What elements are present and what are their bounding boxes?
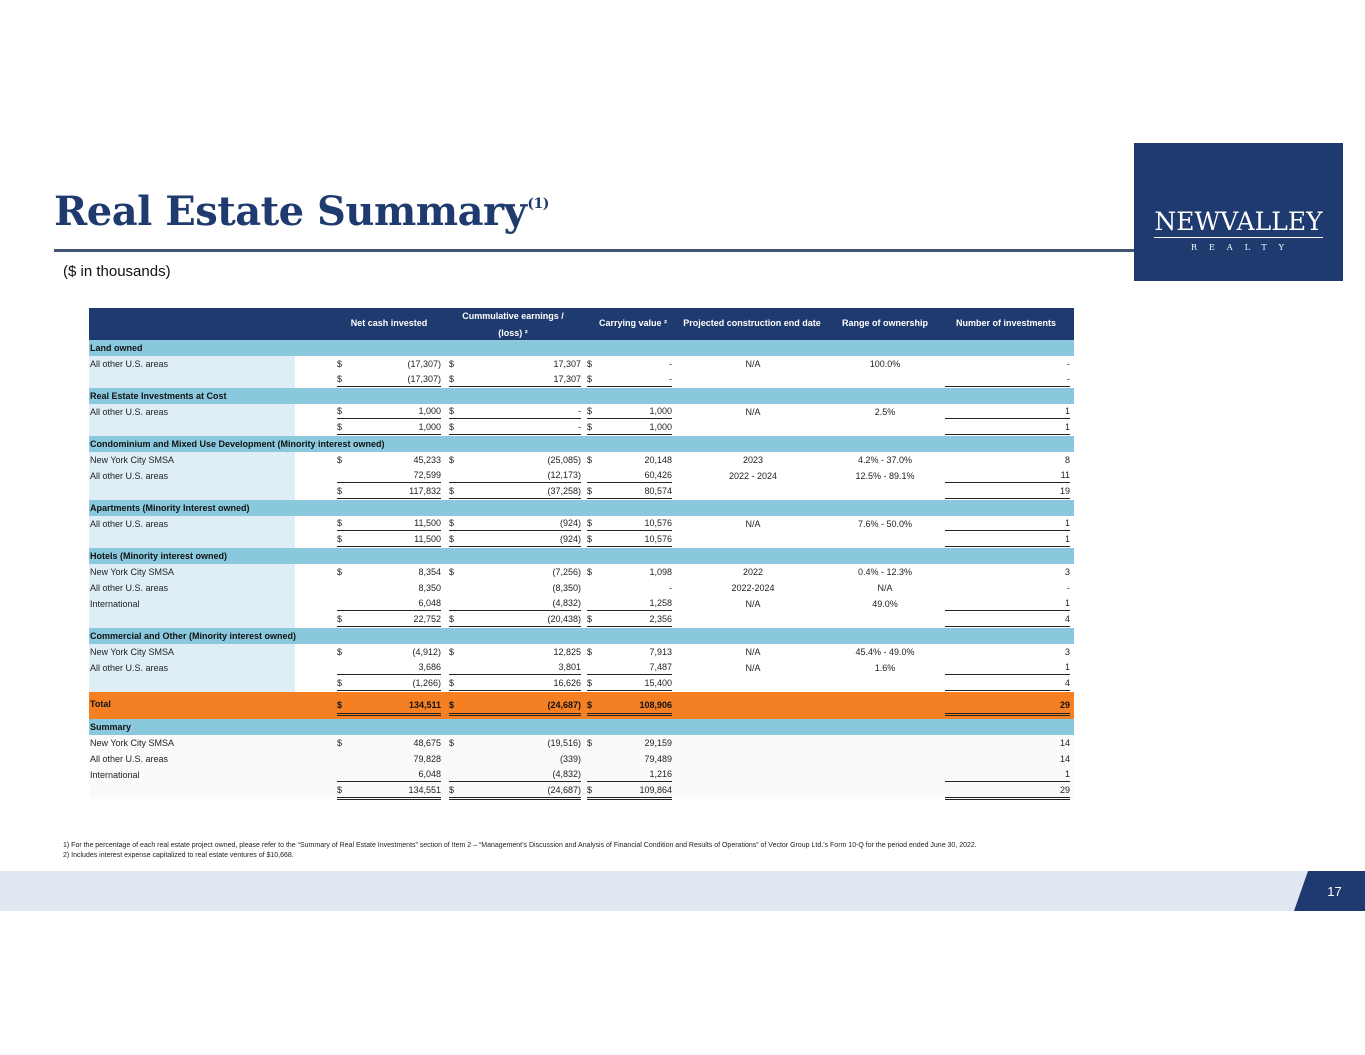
currency-symbol: $ — [449, 567, 455, 577]
carry-cell — [587, 660, 672, 675]
cum-value: (37,258) — [547, 486, 581, 496]
net-value: 72,599 — [413, 470, 441, 480]
net-cell — [337, 452, 441, 466]
cum-cell — [449, 356, 581, 370]
cum-cell — [449, 484, 581, 501]
net-cell — [337, 516, 441, 531]
footnote-2: 2) Includes interest expense capitalized to real estate ventures of $10,668. — [63, 852, 294, 859]
cum-cell — [449, 596, 581, 611]
investment-count: 11 — [945, 468, 1070, 483]
currency-symbol: $ — [337, 567, 343, 577]
row-label — [89, 612, 295, 628]
net-cell — [337, 612, 441, 629]
cum-value: (24,687) — [547, 785, 581, 795]
cum-cell — [449, 735, 581, 749]
net-cell — [337, 356, 441, 370]
ownership-range: 100.0% — [869, 359, 901, 369]
carry-value: 10,576 — [644, 518, 672, 528]
cum-cell — [449, 783, 581, 800]
net-cell — [337, 698, 441, 716]
currency-symbol: $ — [337, 534, 343, 544]
carry-value: 109,864 — [639, 785, 672, 795]
carry-cell — [587, 516, 672, 531]
net-cell — [337, 532, 441, 549]
investment-count: - — [945, 372, 1070, 389]
row-label: New York City SMSA — [90, 738, 175, 748]
currency-symbol: $ — [449, 406, 455, 416]
carry-value: 29,159 — [644, 738, 672, 748]
table-row — [89, 452, 1074, 468]
footnote-1: 1) For the percentage of each real estate project owned, please refer to the “Summary of Real Estate Investments” section of Item 2 – “Management’s Discussion and Analysis of Financial Condition and Results of Operations” of Vector Group Ltd.’s Form 10-Q for the period ended June 30, 2022. — [63, 842, 977, 849]
ownership-range: 4.2% - 37.0% — [857, 455, 913, 465]
cum-cell — [449, 767, 581, 782]
carry-cell — [587, 751, 672, 765]
section-commercial: Commercial and Other (Minority interest owned) — [89, 628, 1074, 644]
currency-symbol: $ — [337, 614, 343, 624]
net-value: 1,000 — [418, 406, 441, 416]
carry-value: 1,000 — [649, 422, 672, 432]
carry-value: - — [669, 359, 672, 369]
total-row — [89, 692, 1074, 719]
section-land-owned: Land owned — [89, 340, 1074, 356]
net-value: 22,752 — [413, 614, 441, 624]
carry-cell — [587, 484, 672, 501]
investment-count: - — [1067, 583, 1070, 593]
carry-value: 1,000 — [649, 406, 672, 416]
currency-symbol: $ — [449, 455, 455, 465]
net-cell — [337, 596, 441, 611]
net-cell — [337, 644, 441, 658]
carry-cell — [587, 452, 672, 466]
currency-symbol: $ — [337, 455, 343, 465]
carry-cell — [587, 356, 672, 370]
net-cell — [337, 564, 441, 578]
table-row — [89, 735, 1074, 751]
net-value: 11,500 — [414, 518, 441, 528]
currency-symbol: $ — [587, 647, 593, 657]
currency-symbol: $ — [587, 359, 593, 369]
row-label — [89, 783, 295, 799]
row-label: All other U.S. areas — [89, 516, 295, 532]
cum-value: (7,256) — [552, 567, 581, 577]
table-row — [89, 644, 1074, 660]
currency-symbol: $ — [449, 534, 455, 544]
net-cell — [337, 372, 441, 389]
section-real-estate-investments-at-cost: Real Estate Investments at Cost — [89, 388, 1074, 404]
net-cell — [337, 783, 441, 800]
row-label: Total — [90, 699, 111, 709]
net-value: 6,048 — [418, 769, 441, 779]
table-row — [89, 484, 1074, 500]
net-value: 3,686 — [418, 662, 441, 672]
currency-symbol: $ — [337, 647, 343, 657]
cum-cell — [449, 516, 581, 531]
investment-count: - — [1067, 359, 1070, 369]
page-number: 17 — [1327, 884, 1342, 899]
investment-count: 8 — [1064, 455, 1070, 465]
cum-value: (4,832) — [552, 769, 581, 779]
net-value: (17,307) — [407, 359, 441, 369]
currency-symbol: $ — [587, 406, 593, 416]
ownership-range: 2.5% — [874, 407, 896, 417]
table-row — [89, 372, 1074, 388]
table-row — [89, 751, 1074, 767]
cum-value: (12,173) — [547, 470, 581, 480]
currency-symbol: $ — [449, 422, 455, 432]
currency-symbol: $ — [587, 738, 593, 748]
currency-symbol: $ — [587, 700, 593, 710]
currency-symbol: $ — [337, 678, 343, 688]
cum-value: 17,307 — [553, 374, 581, 384]
net-value: 8,354 — [418, 567, 441, 577]
carry-cell — [587, 372, 672, 389]
net-value: 1,000 — [418, 422, 441, 432]
investment-count: 1 — [945, 404, 1070, 419]
currency-symbol: $ — [337, 406, 343, 416]
table-row — [89, 532, 1074, 548]
projected-end-date: 2022 - 2024 — [728, 471, 778, 481]
carry-value: 20,148 — [644, 455, 672, 465]
ownership-range: 1.6% — [874, 663, 896, 673]
cum-value: (4,832) — [552, 598, 581, 608]
footnotes — [63, 841, 977, 861]
net-cell — [337, 580, 441, 594]
cum-cell — [449, 660, 581, 675]
carry-cell — [587, 783, 672, 800]
table-row — [89, 564, 1074, 580]
cum-value: (25,085) — [547, 455, 581, 465]
row-label: All other U.S. areas — [90, 754, 169, 764]
page-title: Real Estate Summary$^{(1)}$ — [54, 188, 549, 235]
table-row — [89, 356, 1074, 372]
table-row — [89, 676, 1074, 692]
carry-cell — [587, 564, 672, 578]
net-cell — [337, 660, 441, 675]
carry-cell — [587, 735, 672, 749]
cum-cell — [449, 372, 581, 389]
cum-cell — [449, 532, 581, 549]
ownership-range: N/A — [877, 583, 893, 593]
carry-value: 60,426 — [644, 470, 672, 480]
cum-cell — [449, 420, 581, 437]
cum-value: 17,307 — [553, 359, 581, 369]
currency-symbol: $ — [587, 455, 593, 465]
new-valley-logo: NEWVALLEY REALTY — [1134, 143, 1343, 281]
carry-cell — [587, 468, 672, 483]
cum-value: 12,825 — [553, 647, 581, 657]
projected-end-date: N/A — [745, 663, 761, 673]
currency-symbol: $ — [337, 700, 343, 710]
net-value: 134,551 — [408, 785, 441, 795]
investment-count: 14 — [1059, 738, 1070, 748]
currency-symbol: $ — [587, 678, 593, 688]
investment-count: 4 — [945, 676, 1070, 693]
investment-count: 4 — [945, 612, 1070, 629]
carry-cell — [587, 596, 672, 611]
row-label — [89, 484, 295, 500]
investment-count: 14 — [1059, 754, 1070, 764]
carry-value: 7,913 — [649, 647, 672, 657]
currency-symbol: $ — [449, 359, 455, 369]
projected-end-date: N/A — [745, 359, 761, 369]
row-label: All other U.S. areas — [89, 468, 295, 484]
carry-value: 7,487 — [649, 662, 672, 672]
row-label — [89, 532, 295, 548]
title-divider — [54, 249, 1134, 252]
carry-cell — [587, 612, 672, 629]
net-cell — [337, 484, 441, 501]
carry-value: 15,400 — [644, 678, 672, 688]
table-row — [89, 612, 1074, 628]
cum-cell — [449, 612, 581, 629]
projected-end-date: N/A — [745, 407, 761, 417]
currency-symbol: $ — [449, 518, 455, 528]
currency-symbol: $ — [449, 486, 455, 496]
investment-count: 1 — [945, 516, 1070, 531]
projected-end-date: 2022-2024 — [731, 583, 775, 593]
row-label — [89, 372, 295, 388]
units-note: ($ in thousands) — [63, 263, 171, 280]
cum-value: - — [578, 422, 581, 432]
table-row — [89, 783, 1074, 799]
carry-cell — [587, 767, 672, 782]
carry-value: - — [669, 374, 672, 384]
currency-symbol: $ — [337, 359, 343, 369]
table-row — [89, 580, 1074, 596]
row-label: All other U.S. areas — [89, 356, 295, 372]
currency-symbol: $ — [449, 738, 455, 748]
row-label: International — [90, 770, 140, 780]
net-cell — [337, 404, 441, 419]
currency-symbol: $ — [337, 374, 343, 384]
investment-count: 1 — [945, 596, 1070, 611]
row-label: All other U.S. areas — [89, 404, 295, 420]
row-label: New York City SMSA — [89, 452, 295, 468]
currency-symbol: $ — [587, 374, 593, 384]
carry-cell — [587, 420, 672, 437]
cum-cell — [449, 698, 581, 716]
carry-value: 1,098 — [649, 567, 672, 577]
carry-cell — [587, 404, 672, 419]
net-value: 6,048 — [418, 598, 441, 608]
cum-cell — [449, 644, 581, 658]
ownership-range: 12.5% - 89.1% — [855, 471, 915, 481]
table-header: Net cash invested Cummulative earnings / (loss) ² Carrying value ² Projected construction end date Range of ownership Number of investments — [89, 308, 1074, 340]
cum-value: 3,801 — [558, 662, 581, 672]
ownership-range: 7.6% - 50.0% — [857, 519, 913, 529]
cum-value: (339) — [559, 754, 581, 764]
cum-cell — [449, 751, 581, 765]
footer-band — [0, 871, 1365, 911]
net-value: 79,828 — [413, 754, 441, 764]
projected-end-date: 2022 — [742, 567, 764, 577]
currency-symbol: $ — [449, 785, 455, 795]
currency-symbol: $ — [449, 614, 455, 624]
cum-value: (8,350) — [552, 583, 581, 593]
row-label: All other U.S. areas — [89, 660, 295, 676]
net-cell — [337, 420, 441, 437]
investment-count: 29 — [945, 698, 1070, 716]
table-row — [89, 468, 1074, 484]
currency-symbol: $ — [337, 422, 343, 432]
currency-symbol: $ — [587, 534, 593, 544]
currency-symbol: $ — [337, 785, 343, 795]
ownership-range: 49.0% — [872, 599, 898, 609]
currency-symbol: $ — [449, 678, 455, 688]
net-value: 134,511 — [408, 700, 441, 710]
investment-count: 1 — [945, 532, 1070, 549]
real-estate-table — [89, 308, 1074, 799]
table-row — [89, 420, 1074, 436]
cum-value: (24,687) — [547, 700, 581, 710]
currency-symbol: $ — [449, 374, 455, 384]
net-value: 48,675 — [413, 738, 441, 748]
carry-value: 108,906 — [639, 700, 672, 710]
projected-end-date: N/A — [745, 647, 761, 657]
section-condominium: Condominium and Mixed Use Development (Minority interest owned) — [89, 436, 1074, 452]
carry-value: 1,258 — [649, 598, 672, 608]
net-cell — [337, 751, 441, 765]
table-row — [89, 767, 1074, 783]
projected-end-date: 2023 — [742, 455, 764, 465]
cum-cell — [449, 404, 581, 419]
currency-symbol: $ — [337, 738, 343, 748]
row-label: New York City SMSA — [89, 564, 295, 580]
net-value: 45,233 — [413, 455, 441, 465]
cum-value: (20,438) — [547, 614, 581, 624]
currency-symbol: $ — [587, 567, 593, 577]
cum-cell — [449, 676, 581, 693]
row-label — [89, 420, 295, 436]
cum-value: (924) — [559, 518, 581, 528]
carry-cell — [587, 580, 672, 594]
investment-count: 3 — [1064, 567, 1070, 577]
table-row — [89, 596, 1074, 612]
net-cell — [337, 735, 441, 749]
cum-value: 16,626 — [553, 678, 581, 688]
carry-cell — [587, 676, 672, 693]
ownership-range: 0.4% - 12.3% — [857, 567, 913, 577]
currency-symbol: $ — [587, 518, 593, 528]
net-cell — [337, 468, 441, 483]
investment-count: 1 — [945, 767, 1070, 782]
projected-end-date: N/A — [745, 599, 761, 609]
currency-symbol: $ — [337, 518, 343, 528]
cum-cell — [449, 580, 581, 594]
carry-value: 79,489 — [644, 754, 672, 764]
projected-end-date: N/A — [745, 519, 761, 529]
carry-value: 80,574 — [644, 486, 672, 496]
cum-cell — [449, 452, 581, 466]
net-value: (1,266) — [412, 678, 441, 688]
cum-value: (19,516) — [547, 738, 581, 748]
currency-symbol: $ — [587, 422, 593, 432]
investment-count: 29 — [945, 783, 1070, 800]
currency-symbol: $ — [449, 700, 455, 710]
net-cell — [337, 676, 441, 693]
carry-cell — [587, 698, 672, 716]
net-value: 8,350 — [418, 583, 441, 593]
currency-symbol: $ — [587, 486, 593, 496]
currency-symbol: $ — [337, 486, 343, 496]
currency-symbol: $ — [449, 647, 455, 657]
net-value: (4,912) — [412, 647, 441, 657]
section-hotels: Hotels (Minority interest owned) — [89, 548, 1074, 564]
table-row — [89, 404, 1074, 420]
carry-cell — [587, 644, 672, 658]
currency-symbol: $ — [587, 785, 593, 795]
carry-value: - — [669, 583, 672, 593]
section-apartments: Apartments (Minority Interest owned) — [89, 500, 1074, 516]
investment-count: 1 — [945, 660, 1070, 675]
carry-value: 2,356 — [649, 614, 672, 624]
cum-value: - — [578, 406, 581, 416]
net-value: 11,500 — [414, 534, 441, 544]
cum-cell — [449, 468, 581, 483]
table-row — [89, 516, 1074, 532]
cum-cell — [449, 564, 581, 578]
net-cell — [337, 767, 441, 782]
table-row — [89, 660, 1074, 676]
net-value: (17,307) — [407, 374, 441, 384]
row-label: New York City SMSA — [89, 644, 295, 660]
row-label — [89, 676, 295, 692]
ownership-range: 45.4% - 49.0% — [855, 647, 915, 657]
row-label: International — [89, 596, 295, 612]
carry-value: 1,216 — [649, 769, 672, 779]
carry-cell — [587, 532, 672, 549]
section-summary: Summary — [89, 719, 1074, 735]
carry-value: 10,576 — [644, 534, 672, 544]
cum-value: (924) — [559, 534, 581, 544]
currency-symbol: $ — [587, 614, 593, 624]
investment-count: 3 — [1064, 647, 1070, 657]
investment-count: 19 — [945, 484, 1070, 501]
row-label: All other U.S. areas — [89, 580, 295, 596]
net-value: 117,832 — [409, 486, 441, 496]
investment-count: 1 — [945, 420, 1070, 437]
